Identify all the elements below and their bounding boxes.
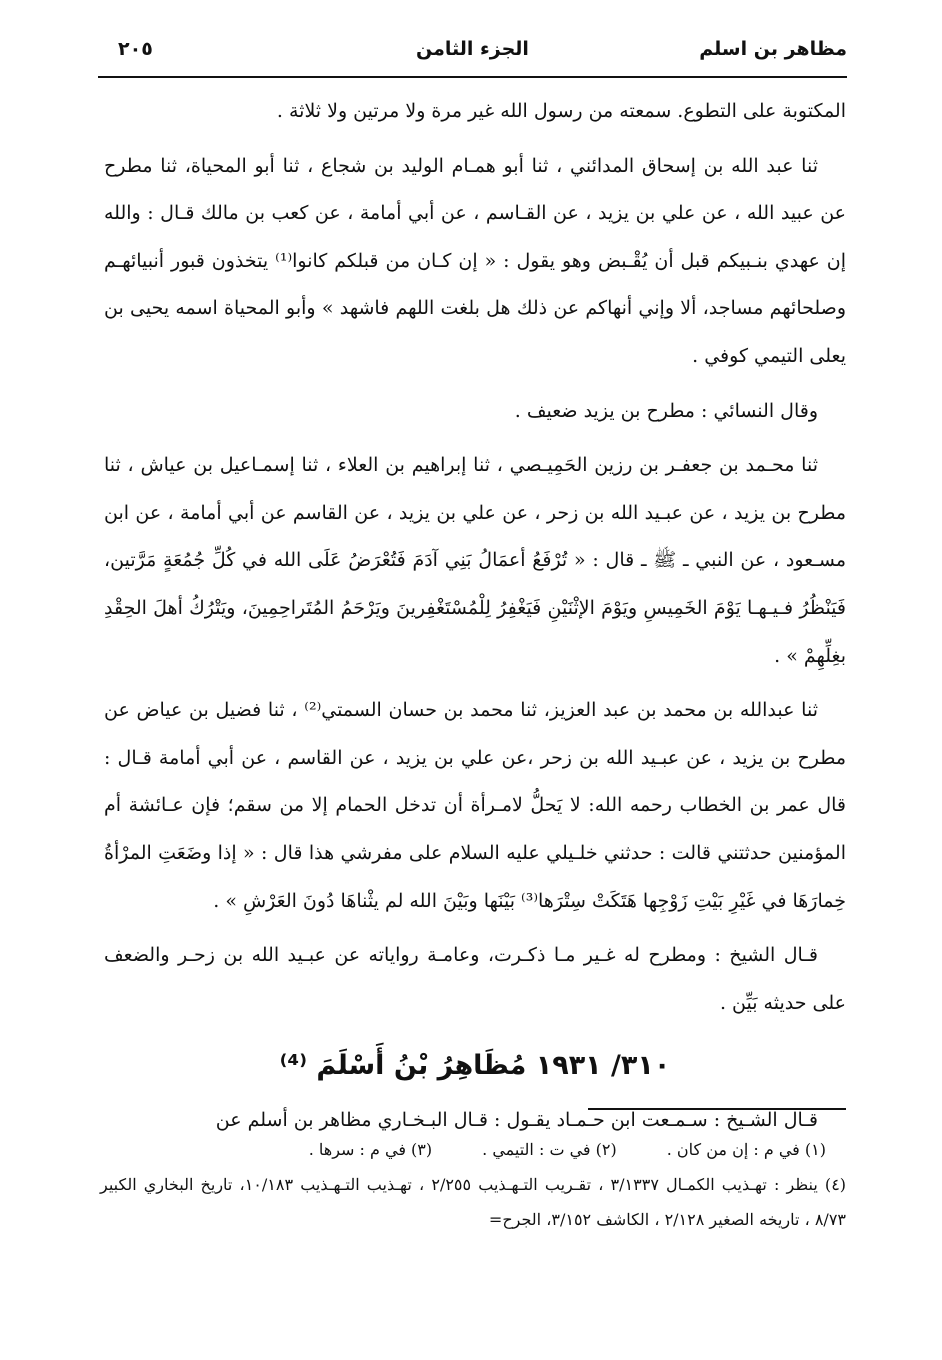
header-volume: الجزء الثامن bbox=[416, 38, 529, 60]
entry-heading: ٣١٠/ ١٩٣١ مُظَاهِرُ بْنُ أَسْلَمَ ⁽⁴⁾ bbox=[279, 1050, 671, 1082]
paragraph-2: ثنا عبد الله بن إسحاق المدائني ، ثنا أبو همـام الوليد بن شجاع ، ثنا أبو المحياة، ثنا مطرح عن عبيد الله ، عن علي بن يزيد ، عن القـاسم ، عن أبي أمامة ، عن كعب بن مالك قـال : والله إن عهدي بنـبيكم قبل أن يُقْـبض وهو يقول : « إن كـان من قبلكم كانوا⁽¹⁾ يتخذون قبور أنبيائهـم وصلحائهم مساجد، ألا وإني أنهاكم عن ذلك هل بلغت اللهم فاشهد » وأبو المحياة اسمه يحيى بن يعلى التيمي كوفي . bbox=[104, 154, 846, 367]
paragraph-4: ثنا محـمد بن جعفـر بن رزين الحَمِيـصي ، ثنا إبراهيم بن العلاء ، ثنا إسمـاعيل بن عياش ، ثنا مطرح بن يزيد ، عن عبـيد الله بن زحر ، عن علي بن يزيد ، عن القاسم عن أبي أمامة ، عن ابن مسـعود ، عن النبي ـ ﷺ ـ قال : « تُرْفَعُ أعمَالُ بَنِي آدَمَ فَتُعْرَضُ عَلَى الله في كُلِّ جُمُعَةٍ مَرَّتين، فَيَنْظُرُ فـيـهـا يَوْمَ الخَمِيسِ ويَوْمَ الإثْنَيْنِ فَيَغْفِرُ لِلْمُسْتَغْفِرينَ ويَرْحَمُ المُتَراحِمِينَ، ويَتْرُكُ أهلَ الحِقْدِ بغِلِّهِمْ » . bbox=[104, 454, 846, 667]
running-header bbox=[98, 36, 847, 74]
header-page-number: ٢٠٥ bbox=[118, 38, 153, 60]
header-entry-name: مظاهر بن اسلم bbox=[699, 38, 847, 60]
paragraph-7: قـال الشـيخ : سـمـعت ابن حـمـاد يقـول : قـال البـخـاري مظاهر بن أسلم عن bbox=[215, 1109, 818, 1132]
header-divider bbox=[98, 76, 847, 78]
paragraph-6: قـال الشيخ : ومطرح له غـير مـا ذكـرت، وعامـة رواياته عن عبـيد الله بن زحـر والضعف على حديثه بَيِّن . bbox=[104, 944, 846, 1014]
paragraph-3: وقال النسائي : مطرح بن يزيد ضعيف . bbox=[514, 399, 818, 422]
footnote-4: (٤) ينظر : تهـذيب الكمـال ٣/١٣٣٧ ، تقـريب التـهـذيب ٢/٢٥٥ ، تهـذيب التـهـذيب ١٠/١٨٣، تاريخ البخاري الكبير ٨/٧٣ ، تاريخه الصغير ٢/١٢٨ ، الكاشف ٣/١٥٢، الجرح= bbox=[100, 1175, 847, 1229]
paragraph-5: ثنا عبدالله بن محمد بن عبد العزيز، ثنا محمد بن حسان السمتي⁽²⁾ ، ثنا فضيل بن عياض عن مطرح بن يزيد ، عن عبـيد الله بن زحر ،عن علي بن يزيد ، عن القاسم ، عن أبي أمامة قـال : قال عمر بن الخطاب رحمه الله: لا يَحلُّ لامـرأة أن تدخل الحمام إلا من سقم؛ فإن عـائشة أم المؤمنين حدثتني قالت : حدثني خلـيلي عليه السلام على مفرشي هذا قال : « إذا وضَعَتِ المرْأةُ خِمارَهَا في غَيْرِ بَيْتِ زَوْجِها هَتَكَتْ سِتْرَها⁽³⁾ بَيْنَها وبَيْنَ الله لم يثْناهَا دُونَ العَرْشِ » . bbox=[104, 699, 847, 912]
main-text bbox=[104, 88, 846, 1145]
footnote-row bbox=[100, 1132, 846, 1167]
footnote-1: (١) في م : إن من كان . bbox=[666, 1140, 826, 1159]
footnotes bbox=[100, 1132, 846, 1237]
footnote-3: (٣) في م : سرها . bbox=[308, 1140, 433, 1159]
paragraph-1: المكتوبة على التطوع. سمعته من رسول الله غير مرة ولا مرتين ولا ثلاثة . bbox=[276, 100, 846, 122]
footnote-divider bbox=[588, 1108, 846, 1110]
footnote-2: (٢) في ت : التيمي . bbox=[482, 1140, 617, 1159]
